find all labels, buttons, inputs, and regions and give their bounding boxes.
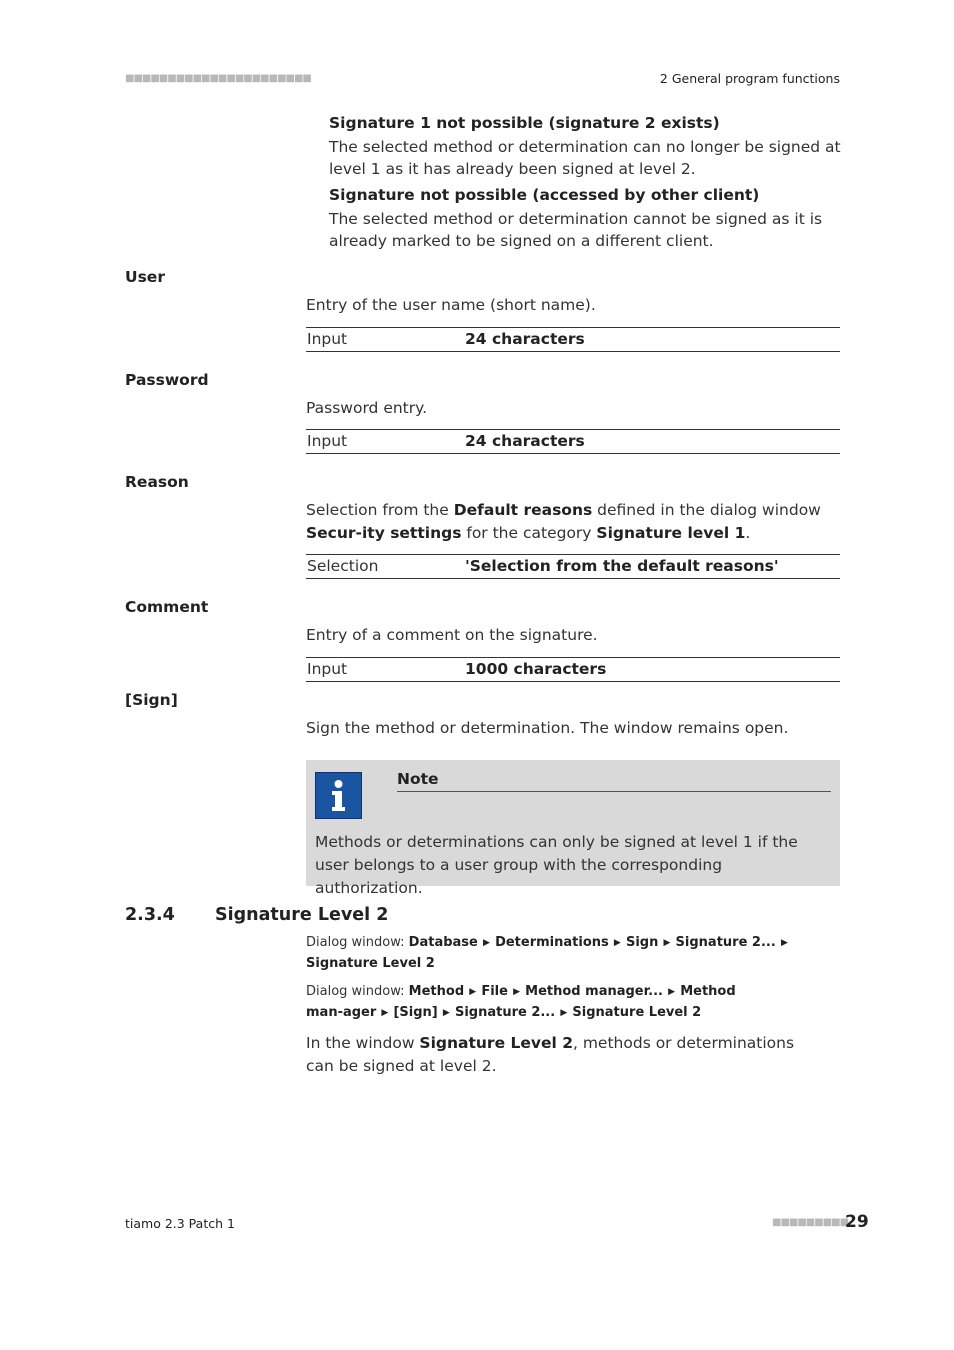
comment-spec-table xyxy=(306,657,840,682)
signature-level-1-ref: Signature level 1 xyxy=(596,524,746,542)
path-item: Sign xyxy=(625,935,659,950)
dialog-path-1 xyxy=(306,933,826,973)
path-arrow-icon: ▶ xyxy=(469,987,477,997)
reason-label: Reason xyxy=(125,473,189,491)
message-text-1: The selected method or determination can no longer be signed at level 1 as it has already been signed at level 2. xyxy=(329,138,841,178)
path-arrow-icon: ▶ xyxy=(613,938,621,948)
path-item: Method man-ager xyxy=(306,984,736,1020)
section-intro xyxy=(306,1032,826,1078)
security-settings-ref: Secur-ity settings xyxy=(306,524,462,542)
window-name-ref: Signature Level 2 xyxy=(419,1034,573,1052)
path-item: Signature 2... xyxy=(454,1004,556,1020)
user-description: Entry of the user name (short name). xyxy=(306,296,596,314)
path-item: Method manager... xyxy=(525,984,663,999)
reason-spec-key: Selection xyxy=(307,557,379,575)
reason-desc-part: . xyxy=(745,524,751,542)
intro-part: In the window xyxy=(306,1034,420,1052)
intro-part: , methods or determinations can be signed at level 2. xyxy=(306,1034,795,1075)
note-text: Methods or determinations can only be signed at level 1 if the user belongs to a user group with the corresponding authorization. xyxy=(315,833,798,897)
path-item: Method xyxy=(408,984,465,999)
reason-desc-part: Selection from the xyxy=(306,501,454,519)
footer-decoration: ■■■■■■■■■ xyxy=(772,1217,849,1228)
comment-spec-key: Input xyxy=(307,660,348,678)
sign-label: [Sign] xyxy=(125,691,178,709)
dialog-path-prefix: Dialog window: xyxy=(306,935,409,950)
comment-spec-value: 1000 characters xyxy=(465,660,607,678)
path-arrow-icon: ▶ xyxy=(560,1007,568,1018)
section-number: 2.3.4 xyxy=(125,905,175,925)
message-title-2: Signature not possible (accessed by other client) xyxy=(329,186,760,204)
path-arrow-icon: ▶ xyxy=(663,938,671,948)
message-text-2: The selected method or determination cannot be signed as it is already marked to be signed on a different client. xyxy=(329,210,823,250)
note-divider xyxy=(397,791,831,792)
comment-description: Entry of a comment on the signature. xyxy=(306,626,598,644)
path-arrow-icon: ▶ xyxy=(483,938,490,948)
password-spec-value: 24 characters xyxy=(465,432,585,450)
password-label: Password xyxy=(125,371,209,389)
section-title: Signature Level 2 xyxy=(215,905,389,925)
user-spec-table xyxy=(306,327,840,352)
path-arrow-icon: ▶ xyxy=(442,1007,450,1018)
path-arrow-icon: ▶ xyxy=(780,938,788,948)
dialog-path-prefix: Dialog window: xyxy=(306,984,409,999)
note-title: Note xyxy=(397,770,439,788)
page-number: 29 xyxy=(845,1212,869,1232)
password-spec-key: Input xyxy=(307,432,348,450)
header-decoration: ■■■■■■■■■■■■■■■■■■■■■■ xyxy=(125,73,311,84)
user-spec-value: 24 characters xyxy=(465,330,585,348)
path-item: File xyxy=(481,984,508,999)
reason-desc-part: for the category xyxy=(461,524,597,542)
note-box xyxy=(306,760,840,897)
path-item: Signature Level 2 xyxy=(572,1004,702,1020)
user-spec-key: Input xyxy=(307,330,348,348)
path-item: Determinations xyxy=(495,935,609,950)
info-icon xyxy=(315,772,362,819)
user-label: User xyxy=(125,268,165,286)
path-arrow-icon: ▶ xyxy=(381,1007,389,1018)
password-description: Password entry. xyxy=(306,399,428,417)
comment-label: Comment xyxy=(125,598,209,616)
reason-desc-part: defined in the dialog window xyxy=(592,501,821,519)
dialog-path-2 xyxy=(306,982,756,1023)
password-spec-table xyxy=(306,429,840,454)
path-item: Signature Level 2 xyxy=(306,955,435,971)
footer-product: tiamo 2.3 Patch 1 xyxy=(125,1216,235,1231)
reason-description xyxy=(306,499,842,545)
path-item: [Sign] xyxy=(393,1004,438,1020)
message-title-1: Signature 1 not possible (signature 2 exists) xyxy=(329,114,720,132)
chapter-title: 2 General program functions xyxy=(659,71,840,86)
reason-spec-table xyxy=(306,554,840,579)
default-reasons-ref: Default reasons xyxy=(453,501,593,519)
path-item: Signature 2... xyxy=(675,935,776,950)
reason-spec-value: 'Selection from the default reasons' xyxy=(465,557,779,575)
path-arrow-icon: ▶ xyxy=(668,987,676,997)
path-item: Database xyxy=(408,935,478,950)
sign-description: Sign the method or determination. The window remains open. xyxy=(306,719,789,737)
path-arrow-icon: ▶ xyxy=(513,987,521,997)
